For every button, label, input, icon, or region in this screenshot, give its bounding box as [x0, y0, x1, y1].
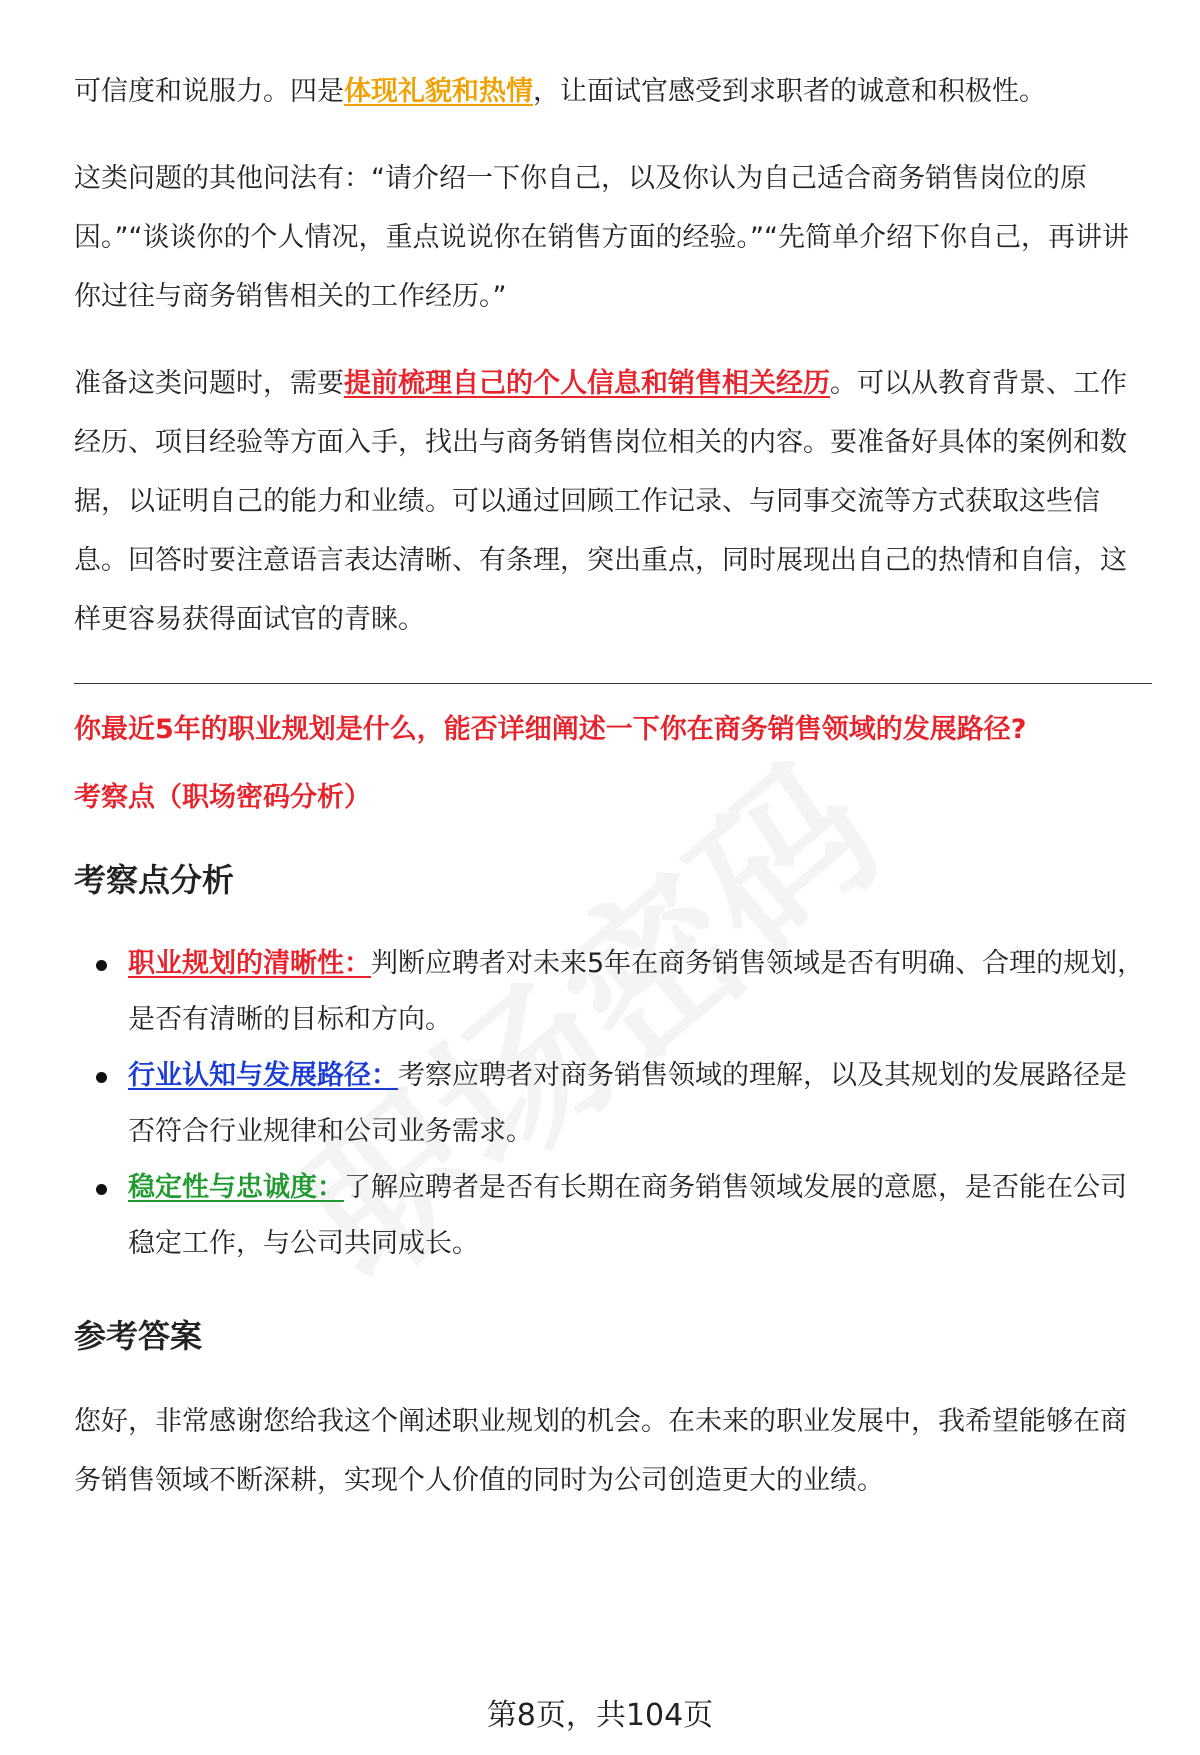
intro-paragraph-2: 这类问题的其他问法有：“请介绍一下你自己，以及你认为自己适合商务销售岗位的原因。”“谈谈你的个人情况，重点说说你在销售方面的经验。”“先简单介绍下你自己，再讲讲你过往与商务销售相关的工作经历。” [74, 163, 1129, 312]
document-page [74, 62, 1152, 1538]
analysis-heading: 考察点分析 [74, 861, 235, 899]
point-label: 稳定性与忠诚度： [128, 1172, 344, 1203]
answer-heading: 参考答案 [74, 1317, 203, 1355]
intro-paragraph-3 [74, 354, 1152, 649]
highlight-prepare: 提前梳理自己的个人信息和销售相关经历 [344, 368, 830, 399]
list-item [74, 936, 1152, 1048]
text-run: 可信度和说服力。四是 [74, 76, 344, 107]
list-item [74, 1048, 1152, 1160]
point-text: 了解应聘者是否有长期在商务销售领域发展的意愿，是否能在公司稳定工作，与公司共同成长。 [128, 1172, 1127, 1259]
intro-paragraph-1 [74, 62, 1152, 121]
bullet-dot-icon [96, 1184, 107, 1195]
question-title: 你最近5年的职业规划是什么，能否详细阐述一下你在商务销售领域的发展路径? [74, 714, 1027, 745]
analysis-list [74, 936, 1152, 1272]
bullet-dot-icon [96, 1072, 107, 1083]
answer-paragraph-1: 您好，非常感谢您给我这个阐述职业规划的机会。在未来的职业发展中，我希望能够在商务销售领域不断深耕，实现个人价值的同时为公司创造更大的业绩。 [74, 1406, 1127, 1496]
point-text: 判断应聘者对未来5年在商务销售领域是否有明确、合理的规划，是否有清晰的目标和方向。 [128, 948, 1145, 1035]
point-text: 考察应聘者对商务销售领域的理解，以及其规划的发展路径是否符合行业规律和公司业务需求。 [128, 1060, 1127, 1147]
list-item [74, 1160, 1152, 1272]
bullet-dot-icon [96, 960, 107, 971]
question-subtag: 考察点（职场密码分析） [74, 782, 371, 813]
point-label: 行业认知与发展路径： [128, 1060, 398, 1091]
highlight-courtesy: 体现礼貌和热情 [344, 76, 533, 107]
page-number: 第8页，共104页 [486, 1698, 714, 1733]
text-run: 。可以从教育背景、工作经历、项目经验等方面入手，找出与商务销售岗位相关的内容。要准备好具体的案例和数据，以证明自己的能力和业绩。可以通过回顾工作记录、与同事交流等方式获取这些信息。回答时要注意语言表达清晰、有条理，突出重点，同时展现出自己的热情和自信，这样更容易获得面试官的青睐。 [74, 368, 1127, 635]
point-label: 职业规划的清晰性： [128, 948, 371, 979]
section-divider [74, 683, 1152, 684]
text-run: ，让面试官感受到求职者的诚意和积极性。 [533, 76, 1046, 107]
text-run: 准备这类问题时，需要 [74, 368, 344, 399]
